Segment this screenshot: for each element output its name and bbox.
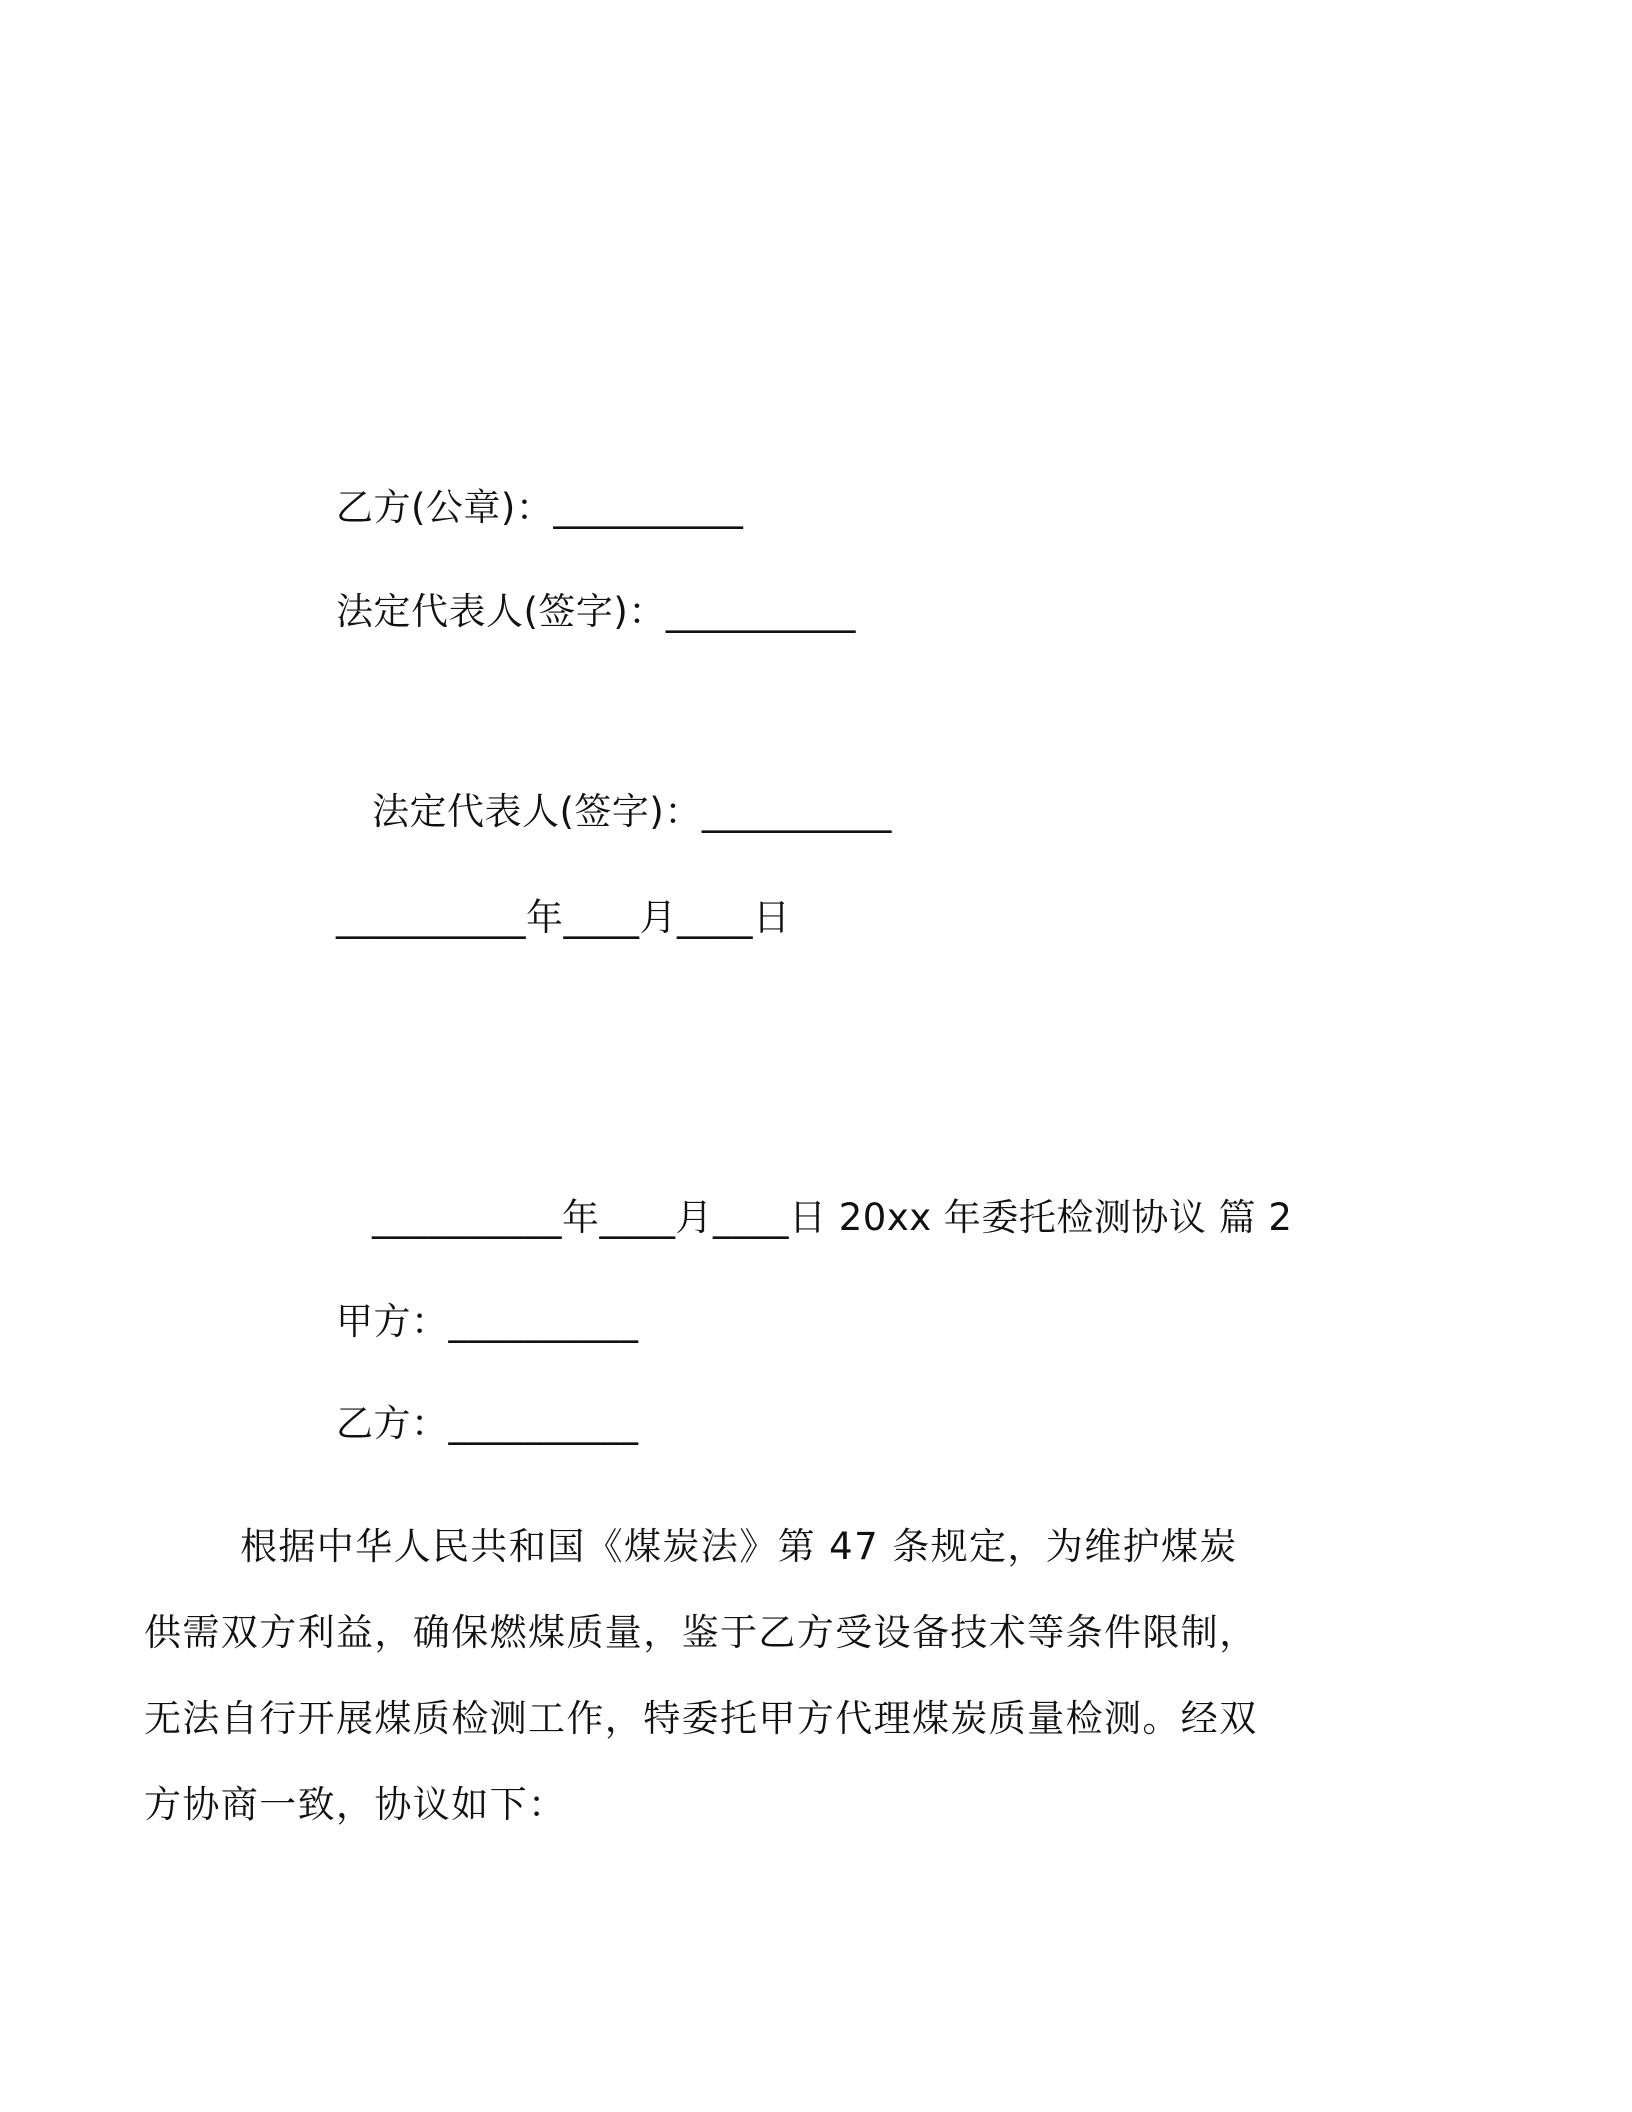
- party-a-line: 甲方：__________: [336, 1300, 639, 1343]
- legal-rep-signature-line-2: 法定代表人(签字)：__________: [372, 790, 892, 833]
- date-line: __________年____月____日: [336, 896, 791, 939]
- legal-rep-signature-line: 法定代表人(签字)：__________: [336, 590, 856, 633]
- party-b-line: 乙方：__________: [336, 1402, 639, 1445]
- date-and-title-line: __________年____月____日 20xx 年委托检测协议 篇 2: [372, 1196, 1293, 1239]
- party-b-seal-line: 乙方(公章)：__________: [336, 486, 744, 529]
- agreement-intro-paragraph: 根据中华人民共和国《煤炭法》第 47 条规定，为维护煤炭供需双方利益，确保燃煤质量，鉴于乙方受设备技术等条件限制，无法自行开展煤质检测工作，特委托甲方代理煤炭质量检测。经双方协商一致，协议如下：: [144, 1525, 1258, 1826]
